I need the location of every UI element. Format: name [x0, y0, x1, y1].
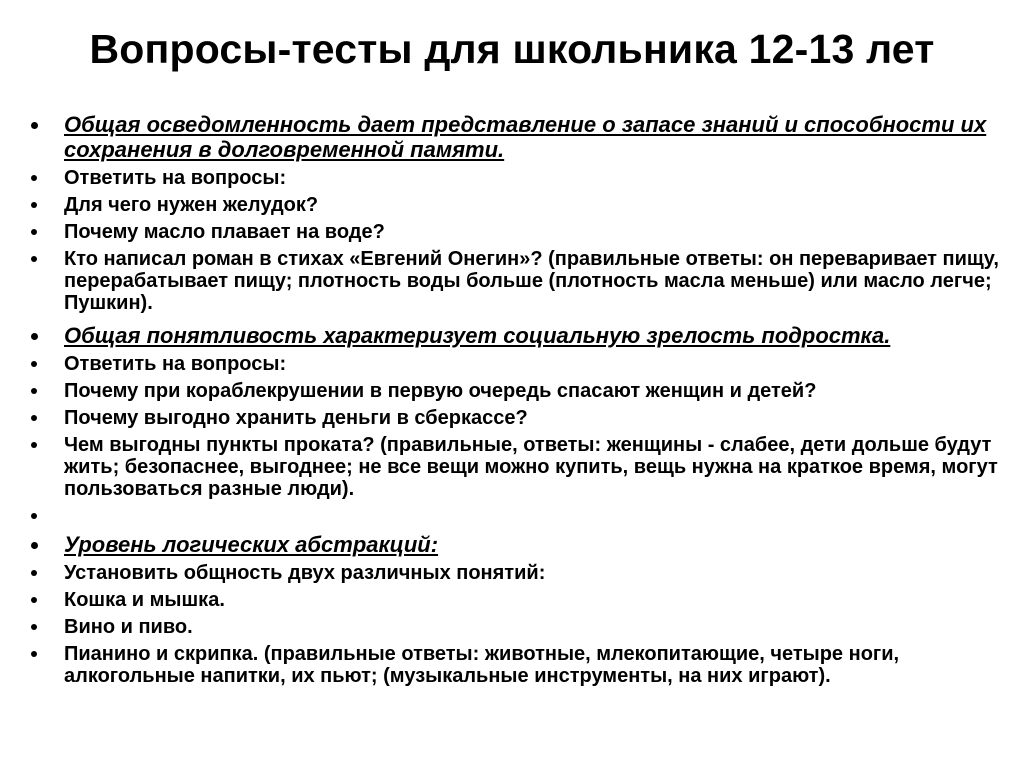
list-item-text: Для чего нужен желудок?: [64, 194, 319, 216]
section-heading-logical-abstractions: [30, 532, 1005, 557]
list-item-text: Ответить на вопросы:: [64, 167, 287, 189]
list-item-text: Установить общность двух различных понятий:: [64, 562, 546, 584]
list-item: [30, 248, 1005, 314]
list-item-text: Кошка и мышка.: [64, 589, 225, 611]
list-item: [30, 353, 1005, 375]
section-heading-general-awareness: [30, 112, 1005, 162]
list-item-text: Общая осведомленность дает представление о запасе знаний и способности их сохранения в долговременной памяти.: [64, 112, 987, 162]
list-item: [30, 643, 1005, 687]
list-item: [30, 434, 1005, 500]
list-item-text: Почему выгодно хранить деньги в сберкассе?: [64, 407, 528, 429]
page-title: Вопросы-тесты для школьника 12-13 лет: [89, 26, 935, 72]
list-item: [30, 407, 1005, 429]
list-item-empty: [30, 505, 1005, 527]
section-heading-general-understanding: [30, 323, 1005, 348]
list-item-text: Почему масло плавает на воде?: [64, 221, 385, 243]
list-item: [30, 194, 1005, 216]
list-item: [30, 167, 1005, 189]
list-item: [30, 221, 1005, 243]
list-item-text: Почему при кораблекрушении в первую очередь спасают женщин и детей?: [64, 380, 817, 402]
list-item-text: Ответить на вопросы:: [64, 353, 287, 375]
list-item: [30, 589, 1005, 611]
list-item: [30, 562, 1005, 584]
bullet-list: [30, 112, 1005, 692]
list-item: [30, 616, 1005, 638]
list-item-text: Пианино и скрипка. (правильные ответы: животные, млекопитающие, четыре ноги, алкогольные напитки, их пьют; (музыкальные инструменты, на них играют).: [64, 643, 900, 687]
list-item: [30, 380, 1005, 402]
list-item-text: Кто написал роман в стихах «Евгений Онегин»? (правильные ответы: он переваривает пищу, перерабатывает пищу; плотность воды больше (плотность масла меньше) или масло легче; Пушкин).: [64, 248, 999, 314]
list-item-text: Общая понятливость характеризует социальную зрелость подростка.: [64, 323, 891, 348]
list-item-text: Чем выгодны пункты проката? (правильные, ответы: женщины - слабее, дети дольше будут жить; безопаснее, выгоднее; не все вещи можно купить, вещь нужна на краткое время, могут пользоваться разные люди).: [64, 434, 998, 500]
list-item-text: Уровень логических абстракций:: [64, 532, 439, 557]
list-item-text: Вино и пиво.: [64, 616, 193, 638]
